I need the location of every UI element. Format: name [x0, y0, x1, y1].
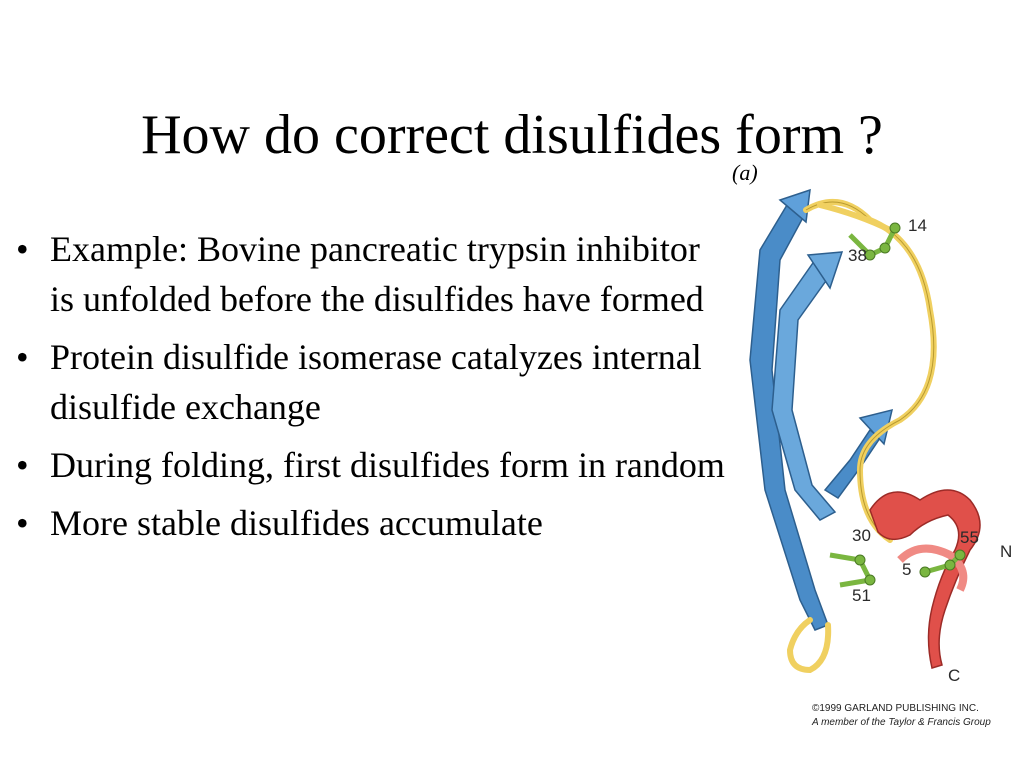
bullet-item [16, 224, 726, 324]
bullet-item [16, 332, 726, 432]
protein-ribbon-diagram [720, 160, 1020, 740]
residue-label-38: 38 [848, 246, 867, 265]
bullet-list [16, 224, 726, 556]
bullet-text: During folding, first disulfides form in random [50, 445, 725, 485]
bullet-text: More stable disulfides accumulate [50, 503, 543, 543]
residue-label-30: 30 [852, 526, 871, 545]
copyright-line-2: A member of the Taylor & Francis Group [812, 717, 991, 728]
residue-label-5: 5 [902, 560, 912, 579]
residue-label-51: 51 [852, 586, 871, 605]
bullet-text: Protein disulfide isomerase catalyzes internal disulfide exchange [50, 337, 702, 427]
bullet-text: Example: Bovine pancreatic trypsin inhibitor is unfolded before the disulfides have formed [50, 229, 704, 319]
copyright-line-1: ©1999 GARLAND PUBLISHING INC. [812, 703, 979, 714]
n-terminus-label: N [1000, 542, 1013, 561]
copyright-notice [812, 702, 1022, 730]
c-terminus-label: C [948, 666, 961, 685]
protein-structure-figure [720, 160, 1020, 740]
residue-label-55: 55 [960, 528, 979, 547]
bullet-marker: • [16, 229, 29, 269]
bullet-marker: • [16, 445, 29, 485]
bullet-marker: • [16, 337, 29, 377]
bullet-marker: • [16, 503, 29, 543]
residue-label-14: 14 [908, 216, 927, 235]
slide-title: How do correct disulfides form ? [141, 104, 883, 166]
panel-label: (a) [732, 160, 758, 185]
bullet-item [16, 498, 726, 548]
disulfide-bond-30-51 [830, 555, 875, 585]
bullet-item [16, 440, 726, 490]
